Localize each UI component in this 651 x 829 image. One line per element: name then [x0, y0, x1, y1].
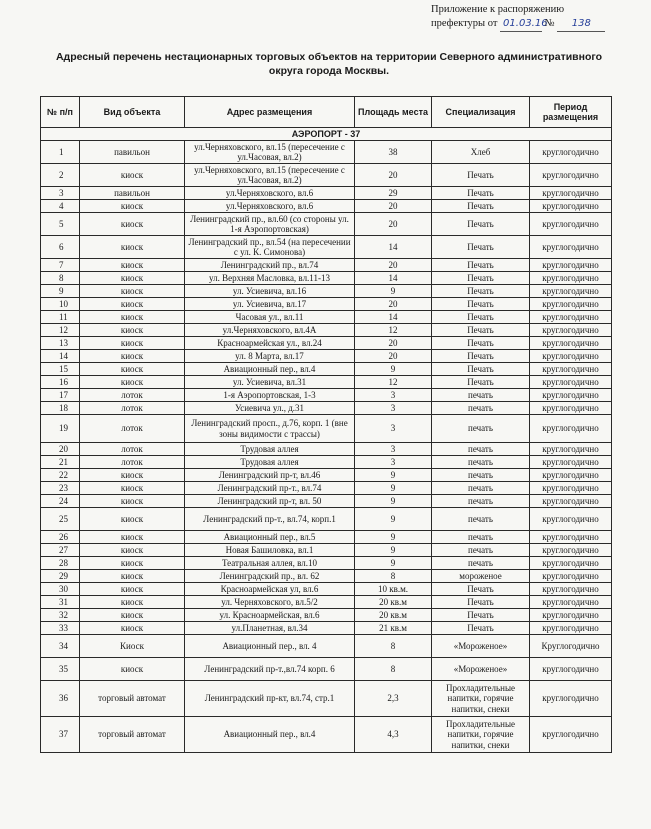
table-row	[41, 495, 612, 508]
group-title: АЭРОПОРТ - 37	[41, 128, 612, 141]
cell-no: 13	[41, 337, 80, 350]
cell-address: Красноармейская ул., вл.24	[185, 337, 355, 350]
cell-area: 9	[355, 508, 432, 531]
table-row	[41, 213, 612, 236]
cell-address: Авиационный пер., вл.4	[185, 717, 355, 753]
cell-type: киоск	[80, 298, 185, 311]
table-row	[41, 570, 612, 583]
cell-area: 3	[355, 402, 432, 415]
cell-no: 4	[41, 200, 80, 213]
cell-area: 20	[355, 337, 432, 350]
cell-spec: Печать	[432, 596, 530, 609]
cell-type: киоск	[80, 285, 185, 298]
cell-type: киоск	[80, 658, 185, 681]
cell-address: ул.Черняховского, вл.4А	[185, 324, 355, 337]
table-row	[41, 298, 612, 311]
cell-period: круглогодично	[530, 363, 612, 376]
cell-area: 3	[355, 389, 432, 402]
cell-area: 8	[355, 570, 432, 583]
cell-spec: печать	[432, 456, 530, 469]
cell-period: круглогодично	[530, 609, 612, 622]
table-row	[41, 389, 612, 402]
cell-spec: Печать	[432, 363, 530, 376]
cell-spec: Прохладительные напитки, горячие напитки, снеки	[432, 717, 530, 753]
cell-spec: Печать	[432, 311, 530, 324]
table-row	[41, 469, 612, 482]
cell-period: круглогодично	[530, 164, 612, 187]
cell-type: лоток	[80, 389, 185, 402]
cell-no: 19	[41, 415, 80, 443]
cell-no: 9	[41, 285, 80, 298]
cell-address: Авиационный пер., вл.4	[185, 363, 355, 376]
cell-type: киоск	[80, 311, 185, 324]
cell-type: киоск	[80, 469, 185, 482]
cell-period: круглогодично	[530, 324, 612, 337]
cell-type: киоск	[80, 495, 185, 508]
cell-area: 3	[355, 443, 432, 456]
cell-address: Ленинградский пр-т., вл.74, корп.1	[185, 508, 355, 531]
cell-period: круглогодично	[530, 350, 612, 363]
cell-period: круглогодично	[530, 482, 612, 495]
cell-area: 20	[355, 298, 432, 311]
cell-address: ул. 8 Марта, вл.17	[185, 350, 355, 363]
cell-address: 1-я Аэропортовская, 1-3	[185, 389, 355, 402]
cell-type: киоск	[80, 609, 185, 622]
table-row	[41, 658, 612, 681]
cell-period: Круглогодично	[530, 635, 612, 658]
cell-address: ул.Черняховского, вл.15 (пересечение с ул.Часовая, вл.2)	[185, 164, 355, 187]
cell-type: киоск	[80, 337, 185, 350]
cell-address: Трудовая аллея	[185, 443, 355, 456]
cell-period: круглогодично	[530, 583, 612, 596]
cell-type: киоск	[80, 596, 185, 609]
cell-area: 9	[355, 531, 432, 544]
table-row	[41, 376, 612, 389]
table-row	[41, 350, 612, 363]
cell-type: киоск	[80, 376, 185, 389]
cell-spec: Печать	[432, 324, 530, 337]
cell-spec: Печать	[432, 187, 530, 200]
appendix-line1: Приложение к распоряжению	[431, 4, 565, 15]
cell-no: 37	[41, 717, 80, 753]
cell-period: круглогодично	[530, 285, 612, 298]
table-row	[41, 164, 612, 187]
cell-no: 29	[41, 570, 80, 583]
cell-type: лоток	[80, 443, 185, 456]
document-title: Адресный перечень нестационарных торговых объектов на территории Северного административного округа города Москвы.	[55, 51, 603, 77]
table-row	[41, 272, 612, 285]
cell-area: 20	[355, 213, 432, 236]
cell-address: Авиационный пер., вл.5	[185, 531, 355, 544]
header-no: № п/п	[41, 97, 80, 128]
cell-area: 9	[355, 544, 432, 557]
cell-type: киоск	[80, 531, 185, 544]
cell-area: 20	[355, 200, 432, 213]
cell-spec: Печать	[432, 298, 530, 311]
cell-spec: «Мороженое»	[432, 635, 530, 658]
cell-type: лоток	[80, 402, 185, 415]
cell-area: 9	[355, 495, 432, 508]
cell-type: киоск	[80, 363, 185, 376]
header-area: Площадь места	[355, 97, 432, 128]
cell-no: 2	[41, 164, 80, 187]
cell-area: 9	[355, 469, 432, 482]
cell-no: 7	[41, 259, 80, 272]
cell-period: круглогодично	[530, 495, 612, 508]
cell-no: 3	[41, 187, 80, 200]
cell-address: Трудовая аллея	[185, 456, 355, 469]
cell-type: киоск	[80, 350, 185, 363]
cell-no: 26	[41, 531, 80, 544]
cell-address: ул.Черняховского, вл.15 (пересечение с ул.Часовая, вл.2)	[185, 141, 355, 164]
cell-spec: Печать	[432, 376, 530, 389]
cell-no: 32	[41, 609, 80, 622]
cell-no: 21	[41, 456, 80, 469]
cell-address: ул. Красноармейская, вл.6	[185, 609, 355, 622]
cell-area: 14	[355, 311, 432, 324]
cell-area: 14	[355, 236, 432, 259]
cell-no: 15	[41, 363, 80, 376]
cell-spec: Печать	[432, 350, 530, 363]
cell-type: лоток	[80, 415, 185, 443]
cell-period: круглогодично	[530, 213, 612, 236]
cell-no: 22	[41, 469, 80, 482]
cell-address: Часовая ул., вл.11	[185, 311, 355, 324]
cell-period: круглогодично	[530, 596, 612, 609]
cell-address: ул. Черняховского, вл.5/2	[185, 596, 355, 609]
cell-spec: Печать	[432, 259, 530, 272]
table-row	[41, 187, 612, 200]
cell-area: 12	[355, 324, 432, 337]
table-row	[41, 311, 612, 324]
cell-area: 2,3	[355, 681, 432, 717]
table-row	[41, 415, 612, 443]
table-row	[41, 259, 612, 272]
cell-no: 8	[41, 272, 80, 285]
table-row	[41, 141, 612, 164]
table-row	[41, 557, 612, 570]
table-row	[41, 609, 612, 622]
cell-address: ул.Планетная, вл.34	[185, 622, 355, 635]
cell-area: 20	[355, 350, 432, 363]
cell-area: 12	[355, 376, 432, 389]
cell-period: круглогодично	[530, 456, 612, 469]
cell-type: киоск	[80, 583, 185, 596]
cell-area: 14	[355, 272, 432, 285]
cell-area: 3	[355, 456, 432, 469]
cell-spec: Хлеб	[432, 141, 530, 164]
cell-period: круглогодично	[530, 508, 612, 531]
cell-area: 21 кв.м	[355, 622, 432, 635]
cell-no: 33	[41, 622, 80, 635]
table-row	[41, 531, 612, 544]
cell-no: 6	[41, 236, 80, 259]
cell-address: Ленинградский пр., вл.60 (со стороны ул. 1-я Аэропортовская)	[185, 213, 355, 236]
cell-type: киоск	[80, 622, 185, 635]
cell-no: 35	[41, 658, 80, 681]
cell-type: киоск	[80, 482, 185, 495]
table-row	[41, 402, 612, 415]
cell-area: 8	[355, 658, 432, 681]
cell-type: киоск	[80, 213, 185, 236]
header-row	[41, 97, 612, 128]
cell-no: 14	[41, 350, 80, 363]
cell-address: ул. Усиевича, вл.16	[185, 285, 355, 298]
cell-address: ул. Усиевича, вл.17	[185, 298, 355, 311]
cell-address: Ленинградский пр-т, вл. 50	[185, 495, 355, 508]
cell-area: 9	[355, 285, 432, 298]
cell-area: 3	[355, 415, 432, 443]
cell-address: Авиационный пер., вл. 4	[185, 635, 355, 658]
cell-address: Театральная аллея, вл.10	[185, 557, 355, 570]
cell-period: круглогодично	[530, 259, 612, 272]
table-row	[41, 717, 612, 753]
table-row	[41, 635, 612, 658]
appendix-line2	[431, 17, 646, 32]
header-spec: Специализация	[432, 97, 530, 128]
cell-period: круглогодично	[530, 681, 612, 717]
cell-spec: мороженое	[432, 570, 530, 583]
cell-type: киоск	[80, 272, 185, 285]
cell-address: Ленинградский пр-т., вл.74	[185, 482, 355, 495]
cell-type: киоск	[80, 324, 185, 337]
cell-type: торговый автомат	[80, 681, 185, 717]
cell-spec: Печать	[432, 164, 530, 187]
cell-spec: Печать	[432, 337, 530, 350]
table-row	[41, 236, 612, 259]
cell-no: 34	[41, 635, 80, 658]
table-row	[41, 456, 612, 469]
cell-address: ул. Верхняя Масловка, вл.11-13	[185, 272, 355, 285]
cell-area: 29	[355, 187, 432, 200]
cell-spec: печать	[432, 402, 530, 415]
cell-no: 30	[41, 583, 80, 596]
cell-spec: Печать	[432, 272, 530, 285]
cell-type: лоток	[80, 456, 185, 469]
table-row	[41, 482, 612, 495]
cell-area: 10 кв.м.	[355, 583, 432, 596]
cell-period: круглогодично	[530, 187, 612, 200]
cell-spec: печать	[432, 531, 530, 544]
cell-no: 36	[41, 681, 80, 717]
cell-type: киоск	[80, 544, 185, 557]
cell-no: 17	[41, 389, 80, 402]
appendix-prefix: префектуры от	[431, 18, 498, 29]
cell-area: 4,3	[355, 717, 432, 753]
cell-type: киоск	[80, 508, 185, 531]
table-row	[41, 363, 612, 376]
cell-spec: печать	[432, 544, 530, 557]
cell-type: киоск	[80, 164, 185, 187]
cell-area: 20	[355, 259, 432, 272]
cell-no: 25	[41, 508, 80, 531]
cell-address: Ленинградский пр., вл. 62	[185, 570, 355, 583]
appendix-date: 01.03.16	[500, 17, 542, 32]
cell-area: 20 кв.м	[355, 596, 432, 609]
cell-period: круглогодично	[530, 311, 612, 324]
cell-period: круглогодично	[530, 298, 612, 311]
cell-period: круглогодично	[530, 570, 612, 583]
cell-no: 10	[41, 298, 80, 311]
table-row	[41, 508, 612, 531]
objects-table	[40, 96, 612, 753]
table-row	[41, 681, 612, 717]
cell-spec: Печать	[432, 200, 530, 213]
cell-address: Ленинградский пр-т.,вл.74 корп. 6	[185, 658, 355, 681]
cell-address: ул. Усиевича, вл.31	[185, 376, 355, 389]
cell-spec: печать	[432, 469, 530, 482]
cell-spec: Печать	[432, 285, 530, 298]
table-row	[41, 596, 612, 609]
cell-no: 18	[41, 402, 80, 415]
cell-type: павильон	[80, 187, 185, 200]
cell-type: киоск	[80, 259, 185, 272]
cell-period: круглогодично	[530, 544, 612, 557]
cell-no: 5	[41, 213, 80, 236]
header-type: Вид объекта	[80, 97, 185, 128]
cell-spec: печать	[432, 482, 530, 495]
cell-spec: Печать	[432, 213, 530, 236]
group-row	[41, 128, 612, 141]
table-row	[41, 324, 612, 337]
cell-no: 27	[41, 544, 80, 557]
cell-type: киоск	[80, 236, 185, 259]
cell-period: круглогодично	[530, 272, 612, 285]
cell-address: Ленинградский пр., вл.74	[185, 259, 355, 272]
cell-no: 24	[41, 495, 80, 508]
cell-no: 1	[41, 141, 80, 164]
cell-period: круглогодично	[530, 531, 612, 544]
cell-area: 9	[355, 363, 432, 376]
cell-period: круглогодично	[530, 557, 612, 570]
cell-spec: Прохладительные напитки, горячие напитки, снеки	[432, 681, 530, 717]
cell-type: киоск	[80, 557, 185, 570]
cell-area: 8	[355, 635, 432, 658]
table-row	[41, 285, 612, 298]
cell-spec: Печать	[432, 583, 530, 596]
cell-address: Ленинградский просп., д.76, корп. 1 (вне зоны видимости с трассы)	[185, 415, 355, 443]
cell-period: круглогодично	[530, 717, 612, 753]
cell-no: 11	[41, 311, 80, 324]
cell-spec: печать	[432, 508, 530, 531]
cell-no: 31	[41, 596, 80, 609]
cell-area: 9	[355, 557, 432, 570]
header-period: Период размещения	[530, 97, 612, 128]
cell-no: 12	[41, 324, 80, 337]
cell-type: киоск	[80, 570, 185, 583]
cell-no: 20	[41, 443, 80, 456]
cell-period: круглогодично	[530, 415, 612, 443]
cell-spec: Печать	[432, 236, 530, 259]
table-row	[41, 622, 612, 635]
table-row	[41, 544, 612, 557]
cell-spec: Печать	[432, 609, 530, 622]
cell-type: торговый автомат	[80, 717, 185, 753]
cell-spec: печать	[432, 443, 530, 456]
cell-address: ул.Черняховского, вл.6	[185, 200, 355, 213]
table-row	[41, 443, 612, 456]
cell-spec: «Мороженое»	[432, 658, 530, 681]
cell-area: 20	[355, 164, 432, 187]
appendix-number: 138	[557, 17, 605, 32]
cell-period: круглогодично	[530, 376, 612, 389]
cell-address: Новая Башиловка, вл.1	[185, 544, 355, 557]
cell-type: киоск	[80, 200, 185, 213]
cell-address: ул.Черняховского, вл.6	[185, 187, 355, 200]
cell-period: круглогодично	[530, 141, 612, 164]
cell-period: круглогодично	[530, 469, 612, 482]
cell-no: 23	[41, 482, 80, 495]
cell-period: круглогодично	[530, 658, 612, 681]
cell-address: Ленинградский пр-кт, вл.74, стр.1	[185, 681, 355, 717]
cell-no: 16	[41, 376, 80, 389]
cell-period: круглогодично	[530, 443, 612, 456]
cell-spec: печать	[432, 557, 530, 570]
cell-period: круглогодично	[530, 236, 612, 259]
table-row	[41, 337, 612, 350]
cell-area: 38	[355, 141, 432, 164]
cell-address: Красноармейская ул, вл.6	[185, 583, 355, 596]
cell-area: 9	[355, 482, 432, 495]
cell-area: 20 кв.м	[355, 609, 432, 622]
cell-period: круглогодично	[530, 389, 612, 402]
table-row	[41, 200, 612, 213]
table-row	[41, 583, 612, 596]
cell-no: 28	[41, 557, 80, 570]
cell-address: Ленинградский пр-т, вл.46	[185, 469, 355, 482]
cell-spec: печать	[432, 415, 530, 443]
appendix-note	[431, 3, 646, 32]
cell-type: Киоск	[80, 635, 185, 658]
cell-period: круглогодично	[530, 337, 612, 350]
header-address: Адрес размещения	[185, 97, 355, 128]
cell-spec: печать	[432, 389, 530, 402]
cell-address: Усиевича ул., д.31	[185, 402, 355, 415]
cell-spec: печать	[432, 495, 530, 508]
cell-spec: Печать	[432, 622, 530, 635]
cell-address: Ленинградский пр., вл.54 (на пересечении с ул. К. Симонова)	[185, 236, 355, 259]
cell-period: круглогодично	[530, 402, 612, 415]
cell-type: павильон	[80, 141, 185, 164]
number-sign: №	[544, 18, 555, 29]
cell-period: круглогодично	[530, 200, 612, 213]
cell-period: круглогодично	[530, 622, 612, 635]
